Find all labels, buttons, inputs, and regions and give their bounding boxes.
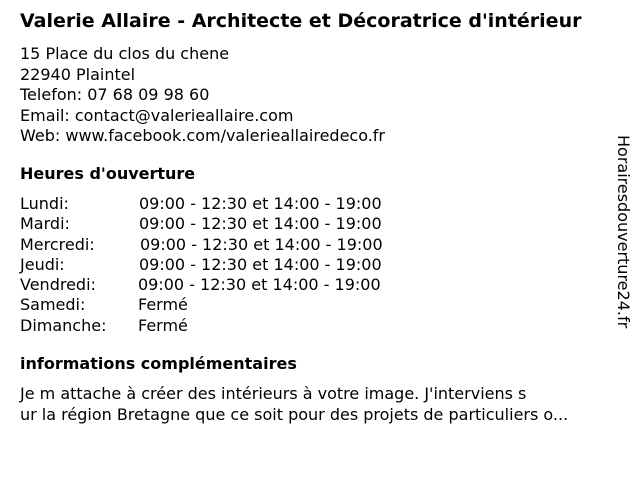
website-link[interactable]: Web: www.facebook.com/valerieallairedeco.fr [20, 126, 386, 145]
day-time: 09:00 - 12:30 et 14:00 - 19:00 [139, 194, 382, 213]
day-time: 09:00 - 12:30 et 14:00 - 19:00 [140, 234, 383, 254]
site-watermark: Horairesdouverture24.fr [614, 135, 633, 329]
day-label: Samedi: [20, 295, 86, 315]
day-label: Jeudi: [20, 254, 65, 274]
info-line-1: Je m attache à créer des intérieurs à votre image. J'interviens s [20, 384, 527, 403]
info-line-2: ur la région Bretagne que ce soit pour des projets de particuliers o... [20, 404, 569, 424]
email-address: Email: contact@valerieallaire.com [20, 105, 294, 125]
hours-heading: Heures d'ouverture [20, 164, 196, 183]
contact-block [20, 44, 385, 147]
day-time: Fermé [138, 295, 188, 315]
address-street: 15 Place du clos du chene [20, 44, 230, 63]
phone-number: Telefon: 07 68 09 98 60 [20, 85, 210, 104]
day-time: Fermé [138, 315, 188, 335]
info-heading: informations complémentaires [20, 354, 297, 373]
day-label: Dimanche: [20, 315, 107, 335]
day-label: Mercredi: [20, 234, 95, 254]
info-text [20, 384, 568, 425]
address-city: 22940 Plaintel [20, 64, 136, 84]
day-time: 09:00 - 12:30 et 14:00 - 19:00 [139, 254, 382, 274]
day-label: Lundi: [20, 194, 69, 213]
business-title: Valerie Allaire - Architecte et Décoratrice d'intérieur [20, 10, 582, 32]
day-time: 09:00 - 12:30 et 14:00 - 19:00 [138, 275, 381, 295]
day-time: 09:00 - 12:30 et 14:00 - 19:00 [139, 214, 382, 234]
day-label: Mardi: [20, 214, 70, 234]
day-label: Vendredi: [20, 275, 96, 295]
